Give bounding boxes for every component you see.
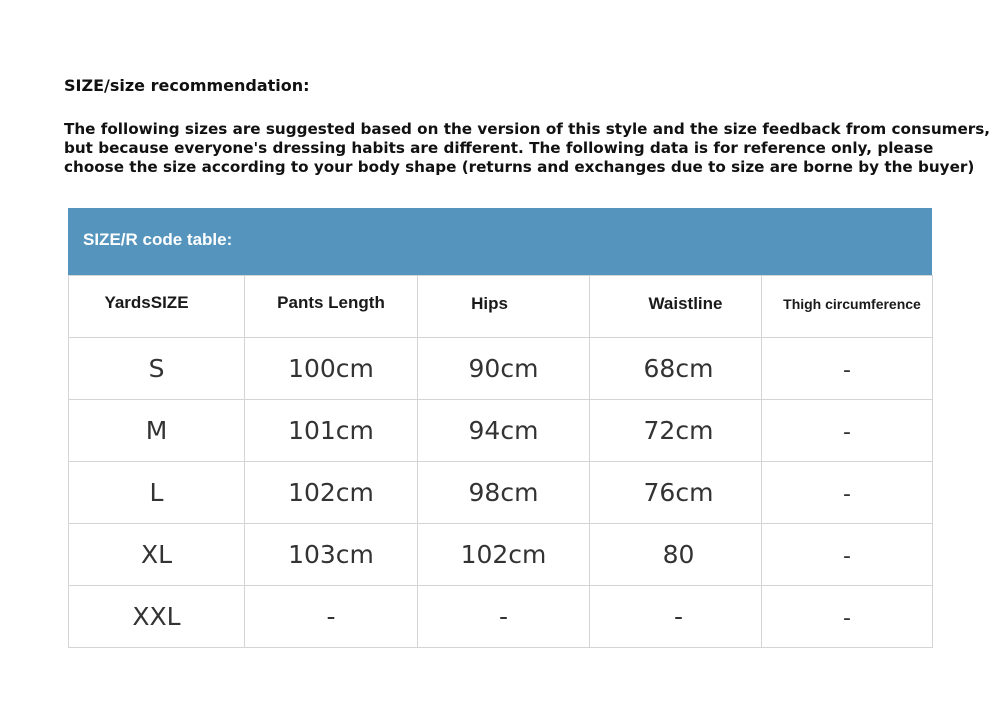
table-cell-hips: 94cm — [418, 400, 590, 462]
table-cell-thigh: - — [762, 524, 933, 586]
size-table — [68, 275, 933, 648]
table-cell-size: XL — [69, 524, 245, 586]
size-table-banner — [68, 208, 932, 275]
size-table-title: SIZE/R code table: — [83, 230, 233, 249]
table-cell-waistline: 76cm — [590, 462, 762, 524]
table-cell-pants-length: - — [245, 586, 418, 648]
column-header-pants-length: Pants Length — [245, 276, 418, 338]
page-title: SIZE/size recommendation: — [64, 76, 310, 95]
table-cell-pants-length: 101cm — [245, 400, 418, 462]
table-row — [69, 338, 933, 400]
table-cell-thigh: - — [762, 586, 933, 648]
column-header-waistline: Waistline — [590, 276, 762, 338]
table-cell-hips: 102cm — [418, 524, 590, 586]
table-cell-hips: - — [418, 586, 590, 648]
table-cell-pants-length: 102cm — [245, 462, 418, 524]
table-row — [69, 586, 933, 648]
column-header-thigh-circumference: Thigh circumference — [762, 276, 933, 338]
table-cell-thigh: - — [762, 400, 933, 462]
table-header-row — [69, 276, 933, 338]
column-header-hips: Hips — [418, 276, 590, 338]
table-cell-hips: 98cm — [418, 462, 590, 524]
table-cell-size: XXL — [69, 586, 245, 648]
table-cell-pants-length: 103cm — [245, 524, 418, 586]
intro-line: but because everyone's dressing habits are different. The following data is for reference only, please — [64, 139, 934, 157]
table-cell-waistline: 80 — [590, 524, 762, 586]
table-cell-size: L — [69, 462, 245, 524]
intro-line: choose the size according to your body shape (returns and exchanges due to size are borne by the buyer) — [64, 158, 975, 176]
column-header-size: YardsSIZE — [69, 276, 245, 338]
table-cell-pants-length: 100cm — [245, 338, 418, 400]
table-row — [69, 524, 933, 586]
table-cell-waistline: 68cm — [590, 338, 762, 400]
intro-paragraph — [64, 120, 991, 177]
table-cell-hips: 90cm — [418, 338, 590, 400]
table-cell-waistline: 72cm — [590, 400, 762, 462]
table-cell-size: M — [69, 400, 245, 462]
table-cell-thigh: - — [762, 338, 933, 400]
table-row — [69, 400, 933, 462]
table-cell-size: S — [69, 338, 245, 400]
table-cell-waistline: - — [590, 586, 762, 648]
intro-line: The following sizes are suggested based on the version of this style and the size feedback from consumers, — [64, 120, 991, 138]
table-cell-thigh: - — [762, 462, 933, 524]
table-row — [69, 462, 933, 524]
